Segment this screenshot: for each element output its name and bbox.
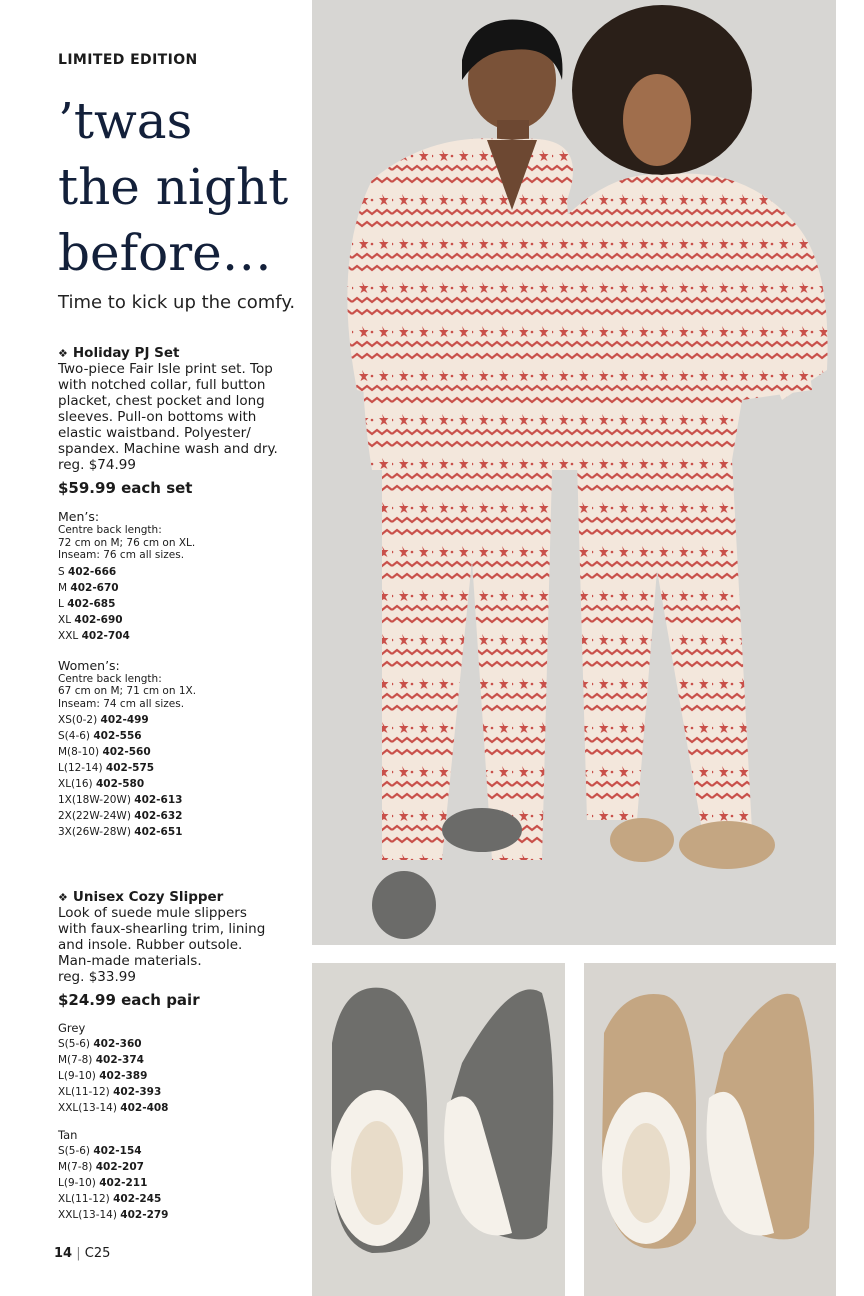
- grey-slipper-illustration: [312, 963, 565, 1296]
- womens-size-row: [58, 776, 298, 792]
- headline: [58, 88, 288, 286]
- mens-group: [58, 509, 298, 644]
- size-label: L(9-10): [58, 1177, 96, 1189]
- item-code: 402-389: [99, 1070, 148, 1082]
- item-code: 402-245: [113, 1193, 162, 1205]
- size-label: 3X(26W-28W): [58, 826, 131, 838]
- mens-size-row: [58, 596, 298, 612]
- mens-note: Centre back length:: [58, 524, 162, 536]
- item-code: 402-575: [105, 762, 155, 774]
- pj-description-line: sleeves. Pull-on bottoms with: [58, 409, 257, 425]
- item-code: 402-670: [70, 581, 119, 594]
- grey-size-row: [58, 1084, 298, 1100]
- tan-size-row: [58, 1175, 298, 1191]
- size-label: M(7-8): [58, 1161, 93, 1173]
- mens-note: Inseam: 76 cm all sizes.: [58, 549, 185, 561]
- mens-note: 72 cm on M; 76 cm on XL.: [58, 536, 196, 549]
- womens-size-row: [58, 808, 298, 824]
- womens-size-row: [58, 712, 298, 728]
- mens-label: Men’s:: [58, 509, 100, 524]
- item-code: 402-690: [74, 613, 123, 626]
- slipper-regular-price: reg. $33.99: [58, 969, 136, 985]
- item-code: 402-632: [134, 810, 183, 822]
- item-code: 402-666: [68, 565, 117, 578]
- item-code: 402-560: [102, 746, 151, 758]
- item-code: 402-408: [120, 1102, 169, 1114]
- slipper-description-line: with faux-shearling trim, lining: [58, 921, 266, 937]
- pj-regular-price: reg. $74.99: [58, 457, 136, 473]
- mens-size-row: [58, 564, 298, 580]
- size-label: S(4-6): [58, 730, 91, 742]
- eyebrow-label: LIMITED EDITION: [58, 52, 198, 68]
- pj-title-row: [58, 342, 298, 361]
- size-label: L(12-14): [58, 762, 103, 774]
- pj-title: Holiday PJ Set: [72, 345, 180, 361]
- item-code: 402-580: [95, 778, 145, 790]
- slipper-description-line: Look of suede mule slippers: [58, 905, 247, 921]
- pj-description-line: spandex. Machine wash and dry.: [58, 441, 278, 457]
- tagline: Time to kick up the comfy.: [58, 292, 296, 313]
- womens-size-row: [58, 744, 298, 760]
- size-label: XXL(13-14): [58, 1209, 117, 1221]
- womens-note: Inseam: 74 cm all sizes.: [58, 697, 185, 710]
- size-label: M(7-8): [58, 1054, 93, 1066]
- grey-label: Grey: [58, 1021, 86, 1035]
- size-label: XL: [58, 613, 72, 626]
- item-code: 402-393: [113, 1086, 162, 1098]
- grey-size-row: [58, 1068, 298, 1084]
- page-footer: [54, 1246, 110, 1261]
- tan-size-row: [58, 1143, 298, 1159]
- item-code: 402-685: [67, 597, 116, 610]
- size-label: XL(11-12): [58, 1086, 110, 1098]
- size-label: XL(11-12): [58, 1193, 110, 1205]
- mens-size-row: [58, 628, 298, 644]
- footer-separator: |: [76, 1246, 81, 1261]
- tan-slipper-illustration: [584, 963, 836, 1296]
- slipper-sale-price: $24.99 each pair: [58, 991, 200, 1009]
- womens-label: Women’s:: [58, 657, 120, 673]
- grey-size-row: [58, 1052, 298, 1068]
- grey-size-list: [58, 1036, 298, 1116]
- item-code: 402-279: [120, 1209, 169, 1221]
- womens-size-row: [58, 760, 298, 776]
- womens-note: Centre back length:: [58, 672, 162, 685]
- size-label: 1X(18W-20W): [58, 794, 131, 806]
- pj-description-line: Two-piece Fair Isle print set. Top: [58, 361, 273, 377]
- item-code: 402-154: [93, 1145, 142, 1157]
- item-code: 402-556: [93, 730, 142, 742]
- pj-product-block: [58, 342, 298, 840]
- size-label: L(9-10): [58, 1070, 96, 1082]
- grey-slipper-photo: [312, 963, 565, 1296]
- size-label: XL(16): [58, 778, 93, 790]
- size-label: L: [58, 597, 64, 610]
- pj-description-line: placket, chest pocket and long: [58, 393, 265, 409]
- size-label: M: [58, 581, 68, 594]
- size-label: 2X(22W-24W): [58, 810, 131, 822]
- item-code: 402-211: [99, 1177, 148, 1189]
- grey-size-row: [58, 1036, 298, 1052]
- pj-description: [58, 361, 298, 473]
- womens-size-row: [58, 728, 298, 744]
- size-label: XXL: [58, 629, 79, 642]
- grey-group: [58, 1021, 298, 1116]
- tan-size-row: [58, 1207, 298, 1223]
- tan-label: Tan: [58, 1128, 78, 1142]
- mens-size-row: [58, 612, 298, 628]
- size-label: M(8-10): [58, 746, 100, 758]
- tan-size-list: [58, 1143, 298, 1223]
- slipper-product-block: [58, 886, 298, 1223]
- slipper-title: Unisex Cozy Slipper: [72, 889, 224, 905]
- tan-slipper-photo: [584, 963, 836, 1296]
- headline-line-3: before…: [58, 224, 272, 282]
- womens-note: 67 cm on M; 71 cm on 1X.: [58, 685, 197, 697]
- diamond-bullet-icon: ❖: [58, 347, 68, 360]
- pj-sale-price: $59.99 each set: [58, 479, 193, 497]
- pj-photo-illustration: [312, 0, 836, 945]
- item-code: 402-704: [81, 629, 130, 642]
- slipper-title-row: [58, 886, 298, 905]
- slipper-description: [58, 905, 298, 985]
- item-code: 402-499: [100, 714, 149, 726]
- size-label: S(5-6): [58, 1038, 91, 1050]
- headline-line-2: the night: [58, 158, 289, 216]
- tan-group: [58, 1128, 298, 1223]
- slipper-description-line: Man-made materials.: [58, 953, 202, 969]
- size-label: XS(0-2): [58, 714, 98, 726]
- mens-size-list: [58, 564, 298, 644]
- womens-size-row: [58, 792, 298, 808]
- page-number: 14: [54, 1246, 73, 1261]
- womens-size-list: [58, 712, 298, 840]
- item-code: 402-360: [93, 1038, 142, 1050]
- womens-group: [58, 658, 298, 841]
- slipper-description-line: and insole. Rubber outsole.: [58, 937, 243, 953]
- item-code: 402-374: [95, 1054, 144, 1066]
- size-label: S: [58, 565, 65, 578]
- item-code: 402-207: [95, 1161, 144, 1173]
- item-code: 402-613: [134, 794, 183, 806]
- womens-size-row: [58, 824, 298, 840]
- catalogue-code: C25: [84, 1246, 111, 1261]
- pj-photo: [312, 0, 836, 945]
- item-code: 402-651: [134, 826, 183, 838]
- size-label: S(5-6): [58, 1145, 91, 1157]
- tan-size-row: [58, 1159, 298, 1175]
- size-label: XXL(13-14): [58, 1102, 117, 1114]
- diamond-bullet-icon: ❖: [58, 891, 68, 904]
- pj-description-line: elastic waistband. Polyester/: [58, 425, 251, 441]
- pj-description-line: with notched collar, full button: [58, 377, 266, 393]
- mens-size-row: [58, 580, 298, 596]
- grey-size-row: [58, 1100, 298, 1116]
- tan-size-row: [58, 1191, 298, 1207]
- headline-line-1: ’twas: [58, 92, 193, 150]
